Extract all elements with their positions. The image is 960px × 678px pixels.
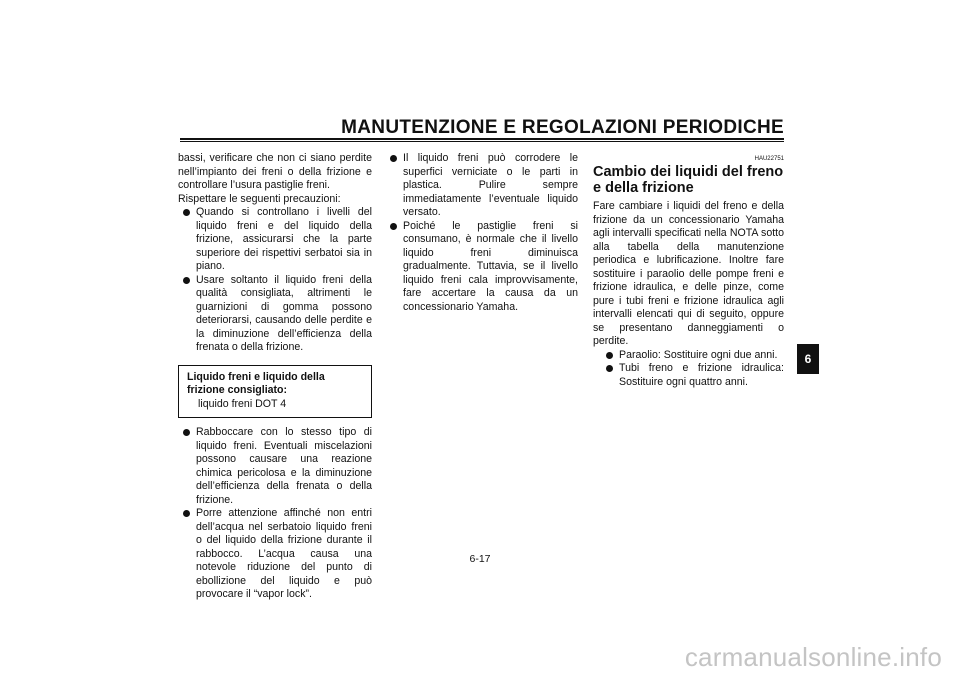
section-body: Fare cambiare i liquidi del freno e della frizione da un concessionario Yamaha agli intervalli specificati nella NOTA sotto alla tabella della manutenzione periodica e lubrificazione. Inoltre fare sostituire i paraolio delle pompe freni e frizione idraulica, e delle pinze, come pure i tubi freni e frizione idraulica agli intervalli elencati qui di seguito, oppure se presentano danneggiamenti o perdite. [593, 200, 784, 347]
list-item: Rabboccare con lo stesso tipo di liquido freni. Eventuali miscelazioni possono causare una reazione chimica pericolosa e la diminuzione dell’efficienza della frenata o della frizione. [178, 426, 372, 507]
page-header-title: MANUTENZIONE E REGOLAZIONI PERIODICHE [341, 117, 784, 138]
recommended-fluid-value: liquido freni DOT 4 [198, 397, 287, 410]
recommended-fluid-box [178, 365, 372, 419]
precautions-list-2 [385, 152, 578, 314]
column-right [593, 152, 784, 389]
list-item: Quando si controllano i livelli del liquido freni e del liquido della frizione, assicurarsi che la parte superiore dei rispettivi serbatoi sia in piano. [178, 206, 372, 274]
header-rule [180, 138, 784, 142]
section-code: HAU22751 [754, 156, 784, 162]
list-item: Tubi freno e frizione idraulica: Sostituire ogni quattro anni. [601, 362, 784, 389]
watermark: carmanualsonline.info [684, 642, 942, 672]
list-item: Paraolio: Sostituire ogni due anni. [601, 349, 784, 363]
precautions-list-continued [178, 426, 372, 602]
chapter-tab: 6 [797, 344, 819, 374]
list-item: Il liquido freni può corrodere le superfici verniciate o le parti in plastica. Pulire sempre immediatamente l’eventuale liquido versato. [385, 152, 578, 220]
list-item: Usare soltanto il liquido freni della qualità consigliata, altrimenti le guarnizioni di gomma possono deteriorarsi, causando delle perdite e la diminuzione dell’efficienza della frenata o della frizione. [178, 274, 372, 355]
page-number: 6-17 [469, 553, 491, 565]
intro-paragraph: bassi, verificare che non ci siano perdite nell’impianto dei freni o della frizione e controllare l’usura pastiglie freni. [178, 152, 372, 191]
section-title: Cambio dei liquidi del freno e della frizione [593, 164, 784, 196]
replacement-list [601, 349, 784, 390]
column-left [178, 152, 372, 602]
precautions-heading: Rispettare le seguenti precauzioni: [178, 192, 341, 205]
column-middle [385, 152, 578, 314]
precautions-list [178, 206, 372, 355]
list-item: Porre attenzione affinché non entri dell’acqua nel serbatoio liquido freni o del liquido della frizione durante il rabbocco. L’acqua causa una notevole riduzione del punto di ebollizione del liquido e può provocare il “vapor lock”. [178, 507, 372, 602]
list-item: Poiché le pastiglie freni si consumano, è normale che il livello liquido freni diminuisca gradualmente. Tuttavia, se il livello liquido freni cala improvvisamente, fare accertare la causa da un concessionario Yamaha. [385, 220, 578, 315]
recommended-fluid-title: Liquido freni e liquido della frizione consigliato: [187, 370, 325, 396]
